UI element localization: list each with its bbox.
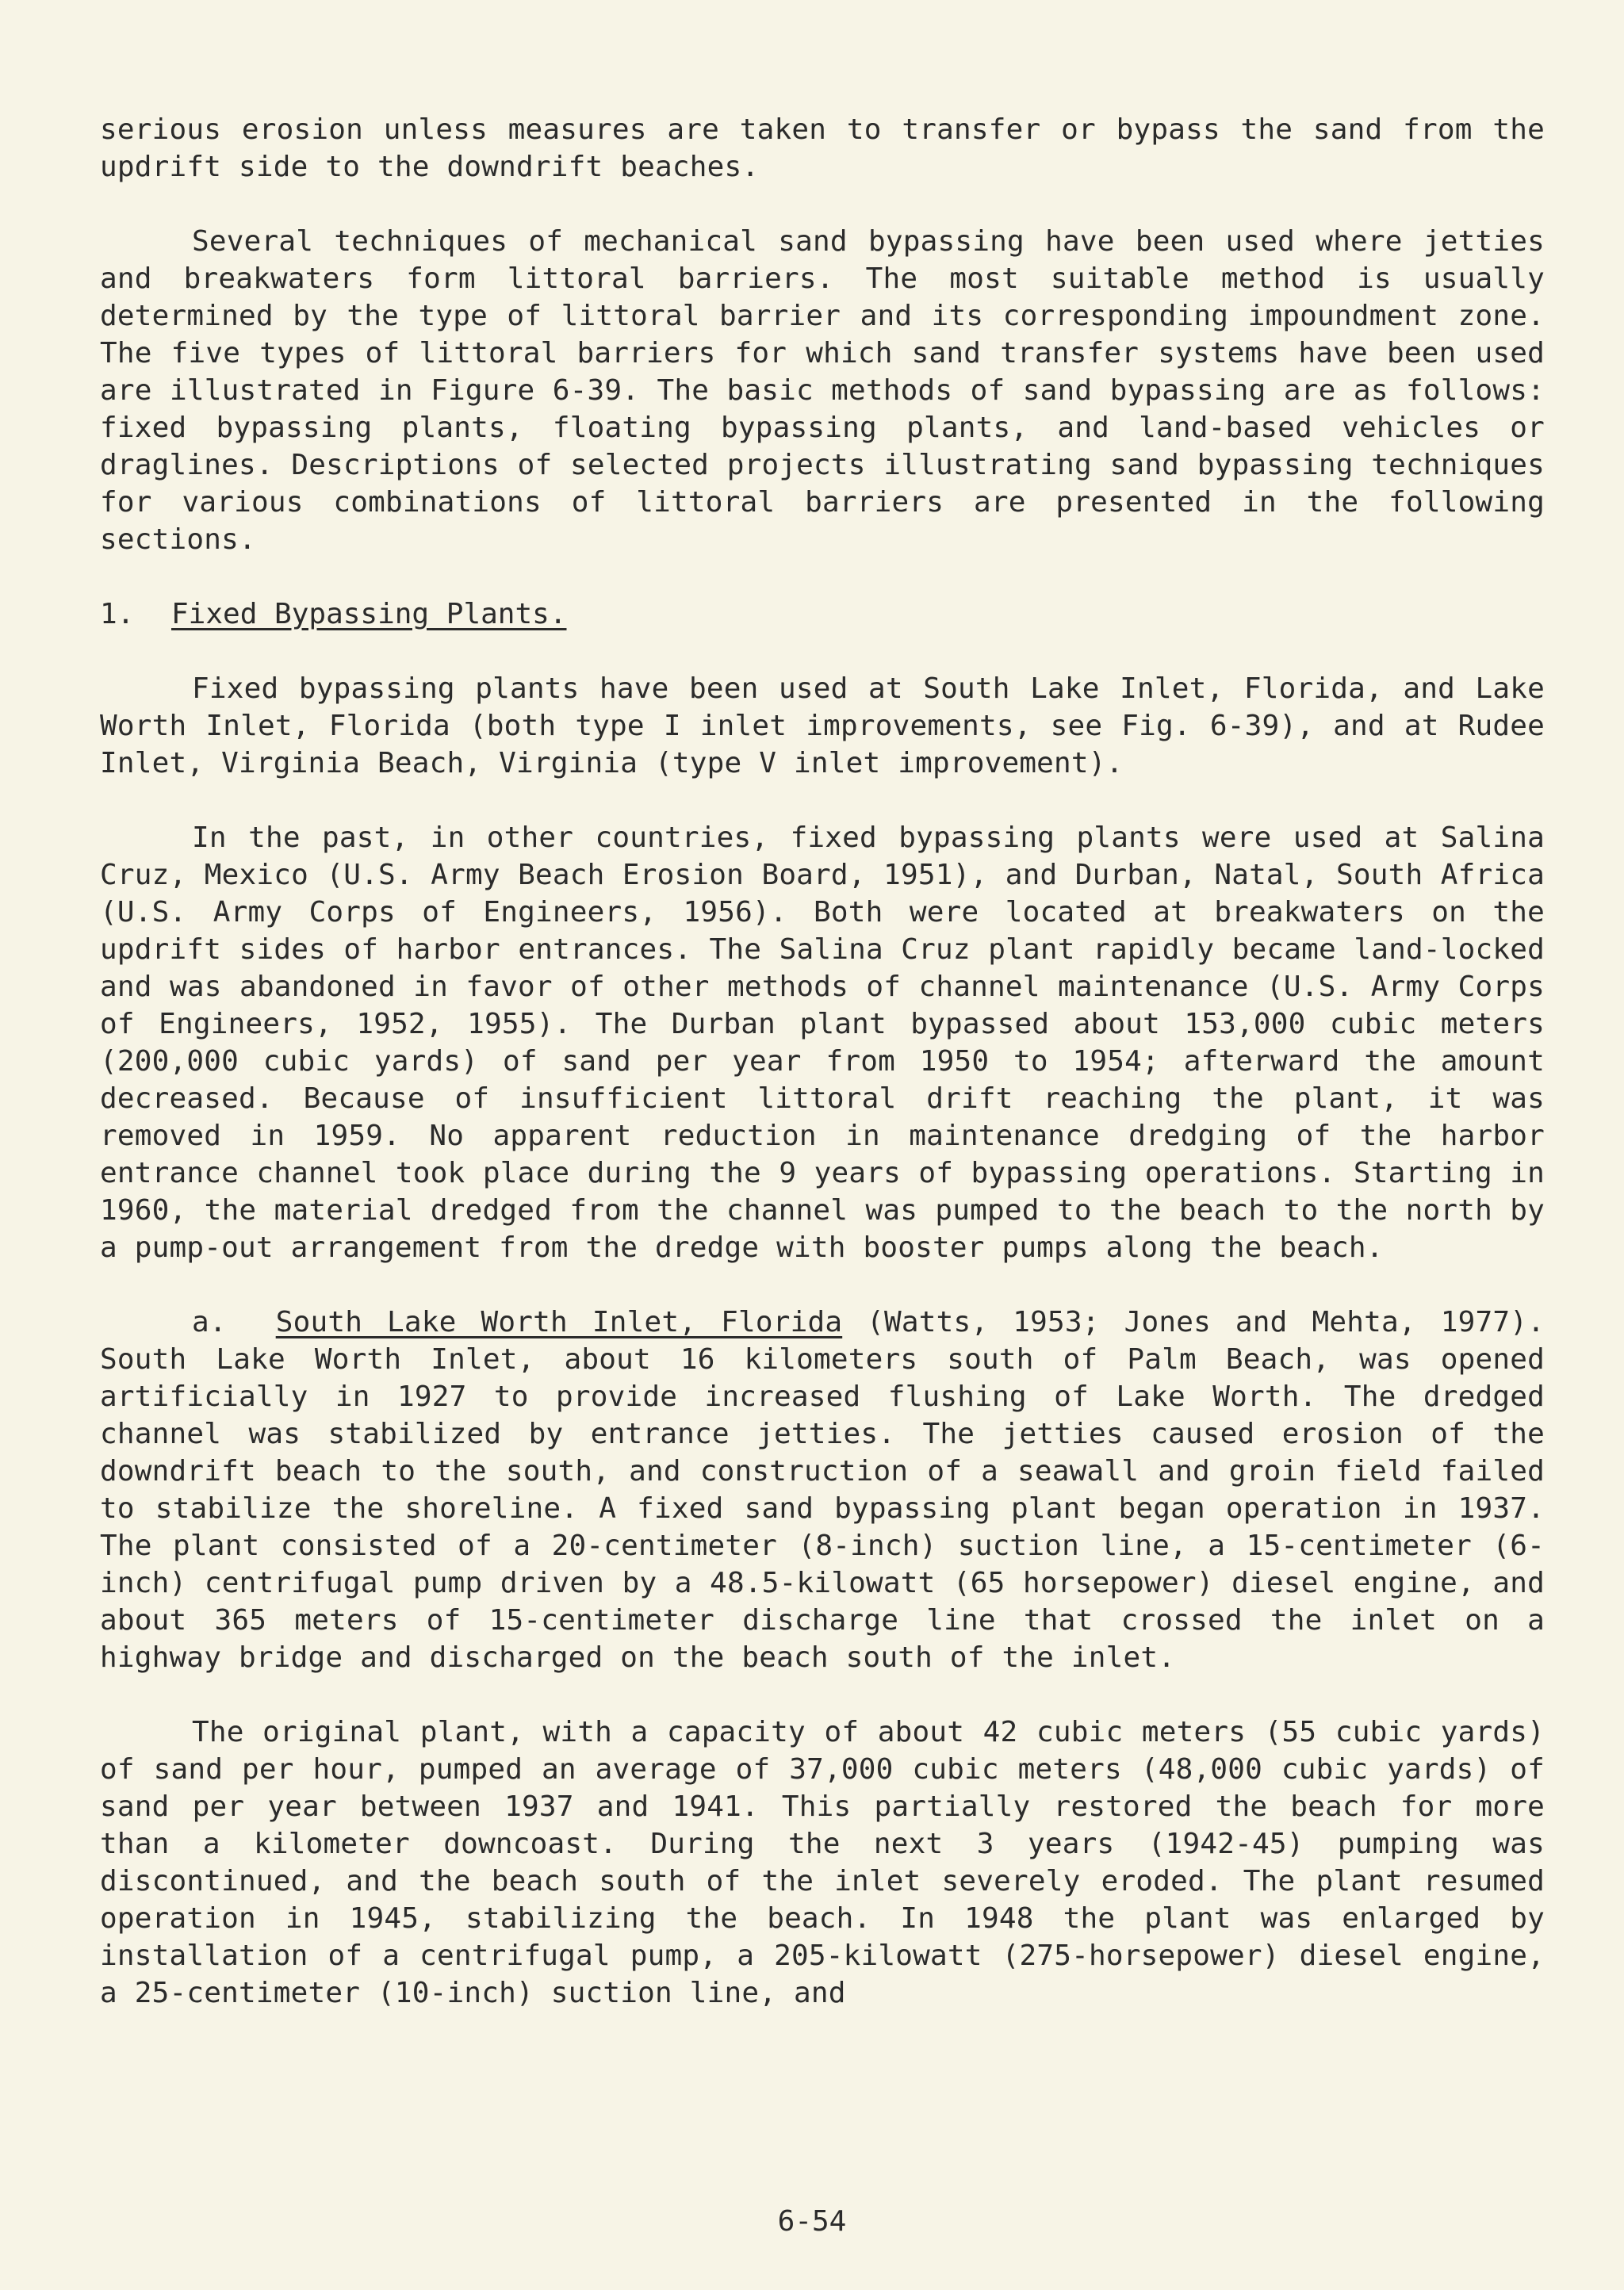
page-number: 6-54 [777,2205,847,2238]
document-page [100,111,1545,2049]
paragraph-bypassing-techniques: Several techniques of mechanical sand bypassing have been used where jetties and breakwaters form littoral barriers. The most suitable method is usually determined by the type of littoral barrier and its corresponding impoundment zone. The five types of littoral barriers for which sand transfer systems have been used are illustrated in Figure 6-39. The basic methods of sand bypassing are as follows: fixed bypassing plants, floating bypassing plants, and land-based vehicles or draglines. Descriptions of selected projects illustrating sand bypassing techniques for various combinations of littoral barriers are presented in the following sections. [100,225,1545,556]
paragraph-fixed-plants: Fixed bypassing plants have been used at South Lake Inlet, Florida, and Lake Worth Inlet, Florida (both type I inlet improvements, see Fig. 6-39), and at Rudee Inlet, Virginia Beach, Virginia (type V inlet improvement). [100,672,1545,779]
subsection-title: South Lake Worth Inlet, Florida [275,1306,843,1338]
paragraph-south-lake-worth [100,1304,1545,1676]
paragraph-original-plant: The original plant, with a capacity of about 42 cubic meters (55 cubic yards) of sand per hour, pumped an average of 37,000 cubic meters (48,000 cubic yards) of sand per year between 1937 and 1941. This partially restored the beach for more than a kilometer downcoast. During the next 3 years (1942-45) pumping was discontinued, and the beach south of the inlet severely eroded. The plant resumed operation in 1945, stabilizing the beach. In 1948 the plant was enlarged by installation of a centrifugal pump, a 205-kilowatt (275-horsepower) diesel engine, a 25-centimeter (10-inch) suction line, and [100,1716,1545,2009]
section-heading [100,595,1545,633]
section-number: 1. [100,598,135,630]
paragraph-other-countries: In the past, in other countries, fixed bypassing plants were used at Salina Cruz, Mexico (U.S. Army Beach Erosion Board, 1951), and Durban, Natal, South Africa (U.S. Army Corps of Engineers, 1956). Both were located at breakwaters on the updrift sides of harbor entrances. The Salina Cruz plant rapidly became land-locked and was abandoned in favor of other methods of channel maintenance (U.S. Army Corps of Engineers, 1952, 1955). The Durban plant bypassed about 153,000 cubic meters (200,000 cubic yards) of sand per year from 1950 to 1954; afterward the amount decreased. Because of insufficient littoral drift reaching the plant, it was removed in 1959. No apparent reduction in maintenance dredging of the harbor entrance channel took place during the 9 years of bypassing operations. Starting in 1960, the material dredged from the channel was pumped to the beach to the north by a pump-out arrangement from the dredge with booster pumps along the beach. [100,821,1545,1264]
subsection-body: (Watts, 1953; Jones and Mehta, 1977). South Lake Worth Inlet, about 16 kilometers south of Palm Beach, was opened artificially in 1927 to provide increased flushing of Lake Worth. The dredged channel was stabilized by entrance jetties. The jetties caused erosion of the downdrift beach to the south, and construction of a seawall and groin field failed to stabilize the shoreline. A fixed sand bypassing plant began operation in 1937. The plant consisted of a 20-centimeter (8-inch) suction line, a 15-centimeter (6-inch) centrifugal pump driven by a 48.5-kilowatt (65 horsepower) diesel engine, and about 365 meters of 15-centimeter discharge line that crossed the inlet on a highway bridge and discharged on the beach south of the inlet. [100,1306,1545,1674]
section-title: Fixed Bypassing Plants. [171,598,567,630]
paragraph-continuation: serious erosion unless measures are taken to transfer or bypass the sand from the updrift side to the downdrift beaches. [100,113,1545,183]
subsection-letter: a. [192,1306,227,1338]
